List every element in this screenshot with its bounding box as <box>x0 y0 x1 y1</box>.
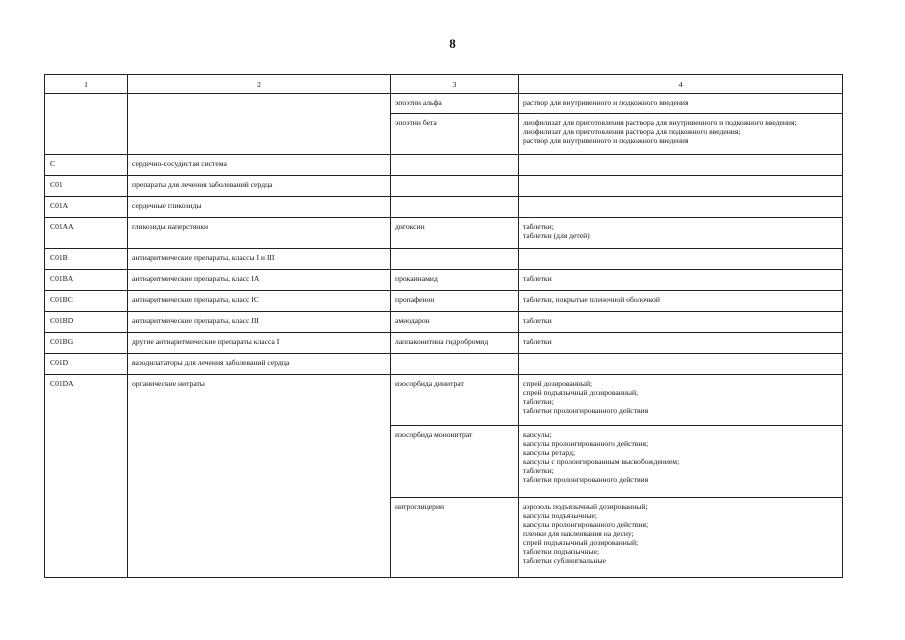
table-row <box>45 312 843 333</box>
group-name-cell: органические нитраты <box>128 375 391 578</box>
table-row <box>45 249 843 270</box>
table-row <box>45 197 843 218</box>
dosage-forms-cell <box>519 197 843 218</box>
dosage-forms-cell <box>519 498 843 578</box>
drug-name-cell: изосорбида динитрат <box>391 375 519 426</box>
group-name-cell: препараты для лечения заболеваний сердца <box>128 176 391 197</box>
dosage-forms-cell <box>519 312 843 333</box>
medication-table <box>44 74 843 578</box>
drug-name-cell <box>391 249 519 270</box>
dosage-forms-cell <box>519 426 843 498</box>
drug-name-cell: прокаинамид <box>391 270 519 291</box>
dosage-form-line: спрей подъязычный дозированный; <box>523 388 639 397</box>
dosage-form-line: таблетки подъязычные; <box>523 547 600 556</box>
dosage-form-line: таблетки пролонгированного действия <box>523 406 649 415</box>
dosage-form-line: таблетки сублингвальные <box>523 556 606 565</box>
drug-name-cell <box>391 155 519 176</box>
atc-code-cell: C01BA <box>45 270 128 291</box>
dosage-forms-cell <box>519 176 843 197</box>
group-name-cell: антиаритмические препараты, класс III <box>128 312 391 333</box>
dosage-forms-cell <box>519 333 843 354</box>
dosage-form-line: капсулы с пролонгированным высвобождением; <box>523 457 680 466</box>
dosage-form-line: таблетки пролонгированного действия <box>523 475 649 484</box>
dosage-form-line: лиофилизат для приготовления раствора для подкожного введения; <box>523 127 741 136</box>
atc-code-cell: C01BG <box>45 333 128 354</box>
dosage-form-line: аэрозоль подъязычный дозированный; <box>523 502 648 511</box>
table-row <box>45 218 843 249</box>
drug-name-cell <box>391 354 519 375</box>
dosage-form-line: раствор для внутривенного и подкожного введения <box>523 98 689 107</box>
table-header-row <box>45 75 843 94</box>
atc-code-cell: C01BD <box>45 312 128 333</box>
drug-name-cell <box>391 176 519 197</box>
atc-code-cell <box>45 94 128 155</box>
dosage-form-line: капсулы ретард; <box>523 448 576 457</box>
dosage-form-line: капсулы пролонгированного действия; <box>523 520 649 529</box>
drug-name-cell: эпоэтин альфа <box>391 94 519 114</box>
dosage-form-line: спрей дозированный; <box>523 379 593 388</box>
dosage-form-line: спрей подъязычный дозированный; <box>523 538 639 547</box>
group-name-cell <box>128 94 391 155</box>
table-row <box>45 291 843 312</box>
table-row <box>45 375 843 426</box>
dosage-form-line: капсулы пролонгированного действия; <box>523 439 649 448</box>
drug-name-cell: дигоксин <box>391 218 519 249</box>
column-header-1: 1 <box>45 75 128 94</box>
drug-name-cell <box>391 197 519 218</box>
dosage-form-line: таблетки <box>523 337 552 346</box>
dosage-form-line: раствор для внутривенного и подкожного введения <box>523 136 689 145</box>
group-name-cell: антиаритмические препараты, классы I и III <box>128 249 391 270</box>
dosage-form-line: пленки для наклеивания на десну; <box>523 529 634 538</box>
table-row <box>45 176 843 197</box>
dosage-form-line: лиофилизат для приготовления раствора для внутривенного и подкожного введения; <box>523 118 797 127</box>
table-row <box>45 94 843 114</box>
drug-name-cell: эпоэтин бета <box>391 114 519 155</box>
dosage-forms-cell <box>519 155 843 176</box>
table-row <box>45 333 843 354</box>
atc-code-cell: C01D <box>45 354 128 375</box>
dosage-forms-cell <box>519 375 843 426</box>
atc-code-cell: C01A <box>45 197 128 218</box>
table-row <box>45 270 843 291</box>
dosage-form-line: таблетки; <box>523 222 554 231</box>
group-name-cell: вазодилататоры для лечения заболеваний сердца <box>128 354 391 375</box>
dosage-forms-cell <box>519 354 843 375</box>
table-row <box>45 354 843 375</box>
drug-name-cell: амиодарон <box>391 312 519 333</box>
dosage-form-line: таблетки; <box>523 466 554 475</box>
page-number: 8 <box>449 36 456 51</box>
atc-code-cell: C01DA <box>45 375 128 578</box>
group-name-cell: антиаритмические препараты, класс IC <box>128 291 391 312</box>
dosage-forms-cell <box>519 218 843 249</box>
drug-name-cell: лаппаконитина гидробромид <box>391 333 519 354</box>
column-header-2: 2 <box>128 75 391 94</box>
dosage-forms-cell <box>519 114 843 155</box>
group-name-cell: сердечные гликозиды <box>128 197 391 218</box>
group-name-cell: гликозиды наперстянки <box>128 218 391 249</box>
atc-code-cell: C01B <box>45 249 128 270</box>
group-name-cell: сердечно-сосудистая система <box>128 155 391 176</box>
drug-name-cell: изосорбида мононитрат <box>391 426 519 498</box>
table-row <box>45 155 843 176</box>
dosage-form-line: таблетки; <box>523 397 554 406</box>
atc-code-cell: C01BC <box>45 291 128 312</box>
atc-code-cell: C <box>45 155 128 176</box>
dosage-form-line: таблетки <box>523 274 552 283</box>
dosage-form-line: таблетки (для детей) <box>523 231 590 240</box>
dosage-form-line: капсулы подъязычные; <box>523 511 597 520</box>
column-header-3: 3 <box>391 75 519 94</box>
dosage-forms-cell <box>519 270 843 291</box>
dosage-forms-cell <box>519 249 843 270</box>
drug-name-cell: нитроглицерин <box>391 498 519 578</box>
dosage-forms-cell <box>519 291 843 312</box>
group-name-cell: другие антиаритмические препараты класса I <box>128 333 391 354</box>
drug-name-cell: пропафенон <box>391 291 519 312</box>
group-name-cell: антиаритмические препараты, класс IA <box>128 270 391 291</box>
dosage-form-line: таблетки, покрытые пленочной оболочкой <box>523 295 660 304</box>
dosage-forms-cell <box>519 94 843 114</box>
column-header-4: 4 <box>519 75 843 94</box>
atc-code-cell: C01 <box>45 176 128 197</box>
atc-code-cell: C01AA <box>45 218 128 249</box>
dosage-form-line: таблетки <box>523 316 552 325</box>
dosage-form-line: капсулы; <box>523 430 552 439</box>
